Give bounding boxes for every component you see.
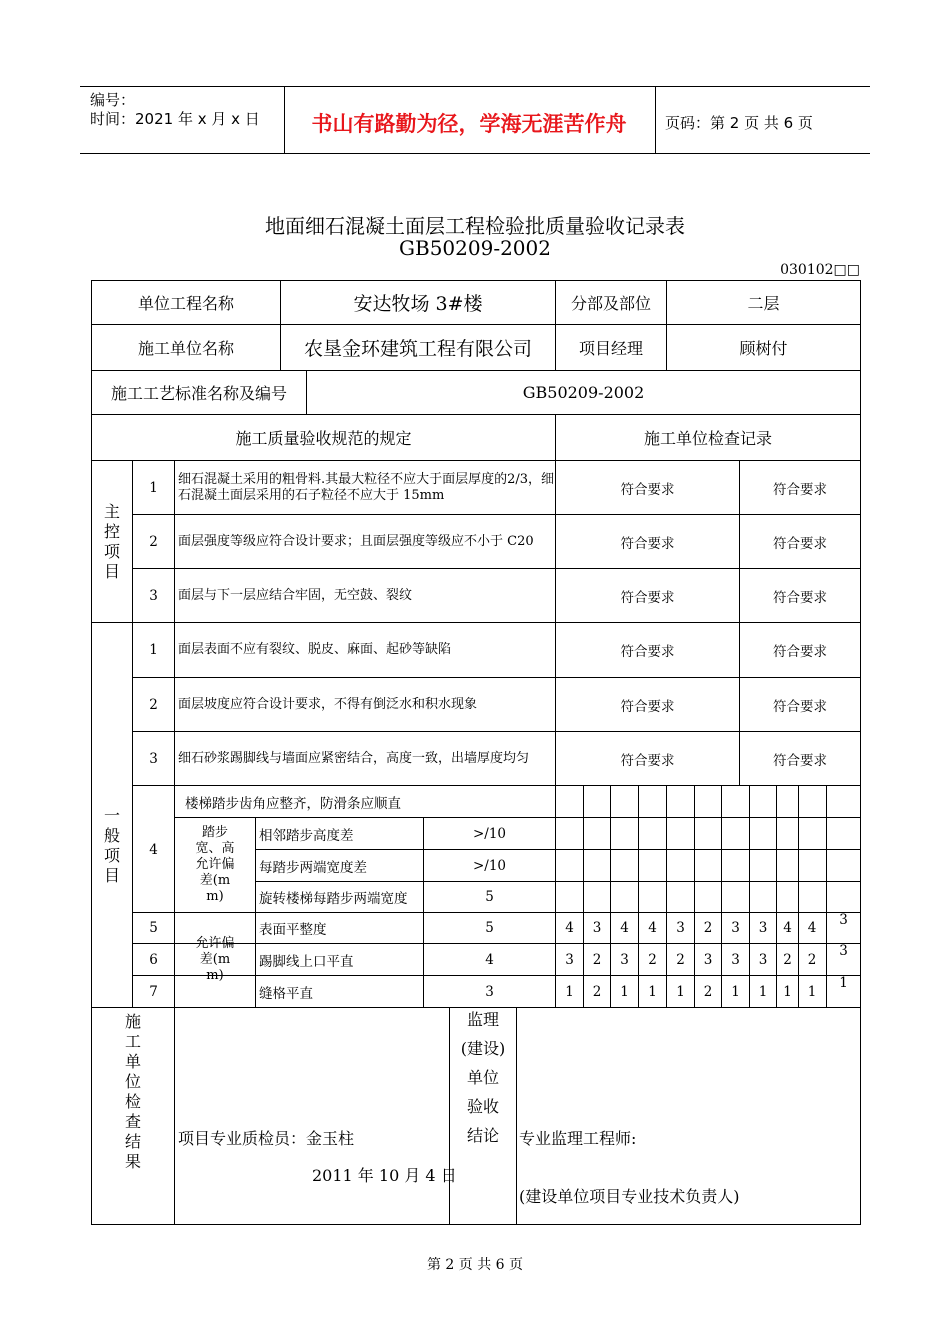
grid-h-line (132, 785, 861, 786)
measured-value: 3 (839, 943, 848, 959)
grid-h-line (91, 1007, 861, 1008)
general-item-result: 符合要求 (620, 698, 675, 715)
main-control-result: 符合要求 (620, 589, 675, 606)
measured-value: 4 (807, 920, 817, 936)
measured-value: 3 (592, 920, 602, 936)
measured-value: 1 (758, 983, 768, 1000)
measured-item-tolerance: 4 (485, 951, 494, 968)
measured-value: 1 (731, 983, 740, 1000)
grid-v-line (516, 1007, 517, 1225)
measured-item-name: 缝格平直 (259, 985, 313, 1002)
measured-value: 2 (676, 951, 685, 968)
main-control-text: 面层与下一层应结合牢固，无空鼓、裂纹 (178, 587, 413, 603)
construction-unit-value: 农垦金环建筑工程有限公司 (303, 338, 532, 360)
header-motto: 书山有路勤为径，学海无涯苦作舟 (311, 112, 627, 136)
stair-tolerance-group-label: 踏步宽、高允许偏差(mm) (195, 825, 235, 904)
item4-number: 4 (149, 841, 158, 858)
supervision-label: 监理 (建设) 单位 验收 结论 (460, 1010, 506, 1145)
general-item-text: 面层表面不应有裂纹、脱皮、麻面、起砂等缺陷 (178, 641, 452, 657)
measured-value: 3 (620, 951, 629, 968)
measured-item-name: 踢脚线上口平直 (259, 953, 354, 970)
general-items-label: 一般项目 (103, 805, 120, 885)
measured-value: 2 (703, 920, 713, 936)
measured-item-number: 6 (149, 951, 158, 968)
measured-value: 3 (839, 912, 848, 928)
manager-value: 顾树付 (739, 339, 788, 358)
stair-row-name: 每踏步两端宽度差 (259, 859, 367, 876)
construction-unit-label: 施工单位名称 (137, 339, 234, 358)
grid-h-line (91, 1224, 861, 1225)
general-item-result: 符合要求 (773, 698, 827, 715)
measured-value: 3 (758, 951, 768, 968)
general-item-result: 符合要求 (620, 752, 675, 769)
stair-row-tolerance: >/10 (472, 857, 507, 874)
measured-value: 2 (592, 983, 602, 1000)
measured-value: 1 (620, 983, 629, 1000)
page-footer: 第 2 页 共 6 页 (426, 1257, 524, 1273)
header-bottom-rule (80, 153, 870, 154)
main-control-text: 面层强度等级应符合设计要求；且面层强度等级应不小于 C20 (178, 533, 534, 549)
measured-value: 4 (783, 920, 792, 936)
measured-value: 1 (807, 983, 817, 1000)
header-time-label: 时间：2021 年 x 月 x 日 (90, 110, 260, 128)
main-control-result: 符合要求 (620, 481, 675, 498)
measured-value: 2 (807, 951, 817, 968)
general-item-text: 面层坡度应符合设计要求，不得有倒泛水和积水现象 (178, 696, 478, 712)
stair-row-name: 旋转楼梯每踏步两端宽度 (259, 891, 408, 907)
header-top-rule (80, 86, 870, 87)
general-item-text: 细石砂浆踢脚线与墙面应紧密结合，高度一致，出墙厚度均匀 (178, 750, 530, 766)
check-header: 施工单位检查记录 (643, 429, 772, 448)
measured-value: 2 (592, 951, 602, 968)
measured-value: 3 (565, 951, 574, 968)
measured-item-name: 表面平整度 (259, 922, 327, 938)
owner-representative: (建设单位项目专业技术负责人) (519, 1187, 740, 1206)
main-control-result: 符合要求 (773, 535, 827, 552)
main-control-result: 符合要求 (620, 535, 675, 552)
measured-value: 2 (648, 951, 657, 968)
measured-item-tolerance: 3 (485, 983, 494, 1000)
measured-value: 4 (620, 920, 629, 936)
header-page-label: 页码：第 2 页 共 6 页 (665, 114, 813, 132)
measured-value: 1 (839, 975, 848, 991)
main-control-result: 符合要求 (773, 589, 827, 606)
measured-value: 3 (703, 951, 713, 968)
header-number-label: 编号： (90, 91, 136, 109)
stair-edge-text: 楼梯踏步齿角应整齐，防滑条应顺直 (185, 796, 401, 812)
measured-value: 4 (565, 920, 574, 936)
main-control-number: 2 (149, 533, 158, 550)
quality-inspector: 项目专业质检员：金玉柱 (178, 1129, 355, 1148)
document-standard-code: GB50209-2002 (399, 236, 551, 260)
general-item-result: 符合要求 (620, 643, 675, 660)
division-label: 分部及部位 (570, 294, 651, 313)
measured-value: 4 (648, 920, 657, 936)
header-divider-2 (655, 86, 656, 154)
measured-value: 2 (703, 983, 713, 1000)
tolerance-group-label: 允许偏差(mm) (195, 936, 235, 983)
supervising-engineer: 专业监理工程师: (519, 1129, 637, 1148)
measured-value: 1 (676, 983, 685, 1000)
stair-row-tolerance: >/10 (472, 825, 507, 842)
spec-header: 施工质量验收规范的规定 (235, 429, 412, 448)
main-control-result: 符合要求 (773, 481, 827, 498)
measured-item-tolerance: 5 (485, 920, 494, 936)
unit-project-value: 安达牧场 3#楼 (353, 293, 483, 315)
measured-item-number: 5 (149, 920, 158, 936)
measured-value: 3 (731, 920, 740, 936)
main-control-text: 细石混凝土采用的粗骨料.其最大粒径不应大于面层厚度的2/3，细石混凝土面层采用的石子粒径不应大于 15mm (178, 471, 555, 503)
stair-row-name: 相邻踏步高度差 (259, 827, 354, 844)
general-item-result: 符合要求 (773, 643, 827, 660)
stair-row-tolerance: 5 (485, 889, 494, 905)
measured-value: 1 (565, 983, 574, 1000)
measured-value: 1 (648, 983, 657, 1000)
measured-value: 3 (758, 920, 768, 936)
standard-value: GB50209-2002 (522, 383, 645, 402)
general-item-number: 2 (149, 696, 158, 713)
form-code: 030102□□ (780, 262, 860, 278)
standard-label: 施工工艺标准名称及编号 (110, 384, 287, 403)
measured-value: 3 (731, 951, 740, 968)
measured-value: 1 (783, 983, 792, 1000)
general-item-result: 符合要求 (773, 752, 827, 769)
inspection-date: 2011 年 10 月 4 日 (312, 1166, 457, 1185)
measured-value: 3 (676, 920, 685, 936)
measured-value: 2 (783, 951, 792, 968)
grid-v-line (860, 280, 861, 1225)
grid-v-line (826, 785, 827, 1008)
main-control-number: 3 (149, 587, 158, 604)
division-value: 二层 (747, 294, 780, 313)
document-title: 地面细石混凝土面层工程检验批质量验收记录表 (265, 214, 685, 238)
construction-result-label: 施工单位检查结果 (124, 1012, 141, 1171)
manager-label: 项目经理 (578, 339, 643, 358)
measured-item-number: 7 (149, 983, 158, 1000)
general-item-number: 3 (149, 750, 158, 767)
general-item-number: 1 (149, 641, 158, 658)
unit-project-label: 单位工程名称 (137, 294, 234, 313)
main-control-number: 1 (149, 479, 158, 496)
main-control-label: 主控项目 (103, 502, 120, 581)
